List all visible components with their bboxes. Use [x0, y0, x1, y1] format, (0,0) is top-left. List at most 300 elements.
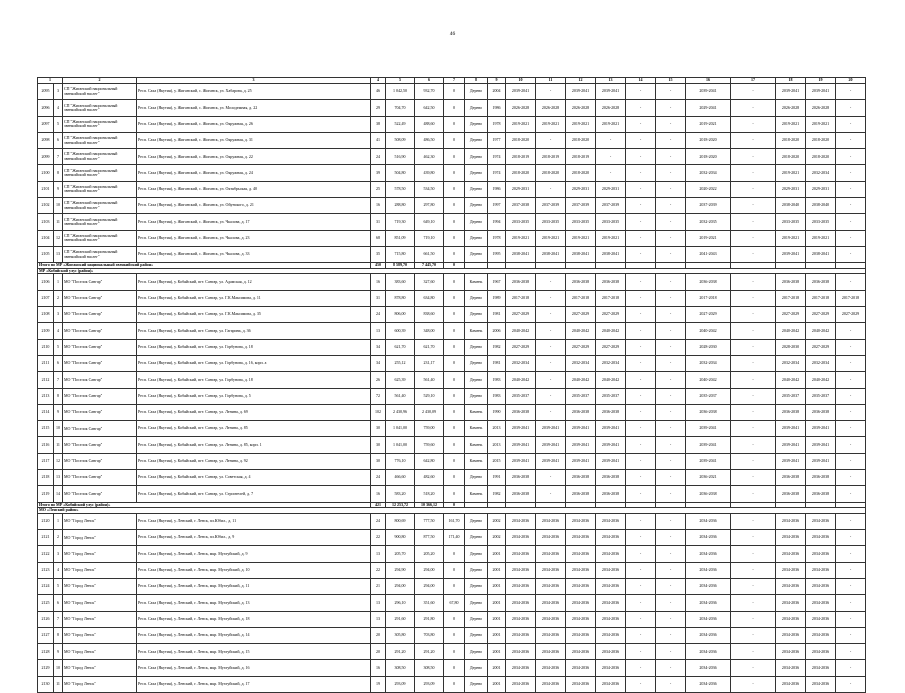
- column-number: 17: [731, 78, 776, 84]
- table-cell: 294,00: [415, 562, 444, 578]
- table-cell: 2038-2041: [506, 246, 536, 262]
- table-cell: 2034-2036: [596, 627, 626, 643]
- table-cell: СП "Жиганский национальный эвенкийский наслег": [63, 100, 137, 116]
- table-cell: 900,80: [386, 530, 415, 546]
- table-cell: 0: [444, 246, 465, 262]
- table-cell: 2032-2034: [806, 355, 836, 371]
- table-cell: -: [626, 214, 656, 230]
- table-cell: -: [731, 546, 776, 562]
- table-cell: 704,70: [386, 100, 415, 116]
- table-cell: -: [626, 198, 656, 214]
- table-cell: 2034-2036: [806, 644, 836, 660]
- table-cell: 2034-2036: [536, 595, 566, 611]
- table-cell: Камень: [465, 486, 488, 502]
- table-cell: 2040-2042: [506, 372, 536, 388]
- table-cell: 2034-2036: [506, 595, 536, 611]
- table-cell: 2100: [38, 165, 54, 181]
- table-cell: 22: [371, 530, 386, 546]
- table-cell: 2020-2022: [686, 181, 731, 197]
- table-cell: 2017-2018: [566, 290, 596, 306]
- table-cell: 2039-2041: [536, 437, 566, 453]
- table-cell: Дерево: [465, 132, 488, 148]
- table-cell: 2039-2041: [536, 421, 566, 437]
- table-cell: 661,50: [415, 246, 444, 262]
- table-cell: 291,60: [386, 611, 415, 627]
- table-cell: 2036-2038: [506, 404, 536, 420]
- table-cell: 2034-2036: [536, 644, 566, 660]
- total-cell: 8 589,70: [386, 263, 415, 269]
- table-cell: 291,20: [415, 644, 444, 660]
- table-cell: 2039-2041: [686, 453, 731, 469]
- table-cell: -: [836, 149, 866, 165]
- table-cell: -: [836, 84, 866, 100]
- table-cell: 2001: [488, 562, 506, 578]
- table-cell: 2032-2034: [506, 355, 536, 371]
- table-cell: МО "Город Ленск": [63, 644, 137, 660]
- table-cell: 293,09: [415, 676, 444, 692]
- table-cell: 24: [371, 307, 386, 323]
- table-cell: 2019-2021: [776, 116, 806, 132]
- table-cell: 10: [54, 660, 63, 676]
- table-cell: -: [626, 100, 656, 116]
- column-number: 5: [386, 78, 415, 84]
- table-cell: Дерево: [465, 611, 488, 627]
- table-cell: СП "Жиганский национальный эвенкийский наслег": [63, 198, 137, 214]
- table-row: [38, 486, 866, 502]
- table-cell: 2039-2041: [686, 437, 731, 453]
- table-cell: 2097: [38, 116, 54, 132]
- table-cell: 11: [54, 437, 63, 453]
- table-cell: -: [836, 339, 866, 355]
- table-cell: 10: [54, 421, 63, 437]
- table-cell: 2034-2036: [686, 644, 731, 660]
- table-cell: 2034-2036: [776, 627, 806, 643]
- table-cell: 1982: [488, 339, 506, 355]
- table-cell: 2104: [38, 230, 54, 246]
- table-cell: -: [626, 453, 656, 469]
- table-cell: Дерево: [465, 198, 488, 214]
- table-cell: 2130: [38, 676, 54, 692]
- table-cell: 2018-2019: [506, 149, 536, 165]
- section-heading: МО «Ленский район»: [38, 508, 866, 514]
- table-cell: 877,50: [415, 530, 444, 546]
- table-cell: 2034-2036: [596, 611, 626, 627]
- table-cell: -: [626, 546, 656, 562]
- table-row: [38, 676, 866, 692]
- total-cell: 0: [444, 502, 465, 508]
- table-cell: 2040-2042: [686, 372, 731, 388]
- table-cell: 3: [54, 546, 63, 562]
- table-cell: 19: [371, 676, 386, 692]
- table-cell: 2033-2035: [596, 214, 626, 230]
- table-cell: 2036-2038: [806, 404, 836, 420]
- table-cell: Респ. Саха (Якутия), у. Кобяйский, пгт. Сангар, ул. Ленина, д. 85: [137, 421, 371, 437]
- table-cell: 2018-2019: [536, 149, 566, 165]
- table-cell: 25: [371, 181, 386, 197]
- table-cell: СП "Жиганский национальный эвенкийский наслег": [63, 149, 137, 165]
- table-cell: -: [536, 486, 566, 502]
- table-cell: СП "Жиганский национальный эвенкийский наслег": [63, 181, 137, 197]
- table-cell: -: [626, 116, 656, 132]
- table-cell: Респ. Саха (Якутия), у. Жиганский, с. Жиганск, ул. Чкалова, д. 33: [137, 246, 371, 262]
- table-cell: -: [656, 470, 686, 486]
- table-cell: 2002: [488, 530, 506, 546]
- table-cell: 9: [54, 404, 63, 420]
- table-cell: Дерево: [465, 100, 488, 116]
- table-cell: 2034-2036: [776, 644, 806, 660]
- table-cell: 2038-2041: [806, 246, 836, 262]
- table-cell: 508,09: [386, 132, 415, 148]
- table-cell: -: [656, 546, 686, 562]
- table-cell: 2034-2036: [806, 627, 836, 643]
- table-cell: 642,80: [415, 453, 444, 469]
- table-cell: 8: [54, 388, 63, 404]
- table-cell: Респ. Саха (Якутия), у. Кобяйский, пгт. Сангар, ул. Г.К.Максимова, д. 11: [137, 290, 371, 306]
- table-cell: 2018-2020: [566, 165, 596, 181]
- table-cell: 2026-2028: [506, 100, 536, 116]
- table-cell: 482,60: [415, 470, 444, 486]
- table-cell: 2037-2038: [506, 198, 536, 214]
- table-cell: Дерево: [465, 84, 488, 100]
- table-cell: Респ. Саха (Якутия), у. Жиганский, с. Жиганск, ул. Окружная, д. 26: [137, 116, 371, 132]
- table-cell: -: [836, 323, 866, 339]
- table-cell: 39: [371, 165, 386, 181]
- table-cell: 8: [54, 627, 63, 643]
- table-cell: 38: [371, 116, 386, 132]
- table-cell: 2098: [38, 132, 54, 148]
- table-cell: -: [536, 470, 566, 486]
- table-cell: -: [626, 323, 656, 339]
- table-cell: -: [656, 290, 686, 306]
- table-cell: 2129: [38, 660, 54, 676]
- column-number: 9: [488, 78, 506, 84]
- table-cell: 0: [444, 644, 465, 660]
- table-cell: 2026-2028: [596, 100, 626, 116]
- table-cell: 2034-2036: [596, 644, 626, 660]
- table-cell: 6: [54, 595, 63, 611]
- table-cell: 2: [54, 530, 63, 546]
- table-cell: 294,90: [386, 562, 415, 578]
- table-cell: Дерево: [465, 149, 488, 165]
- table-cell: -: [836, 562, 866, 578]
- table-cell: 255,12: [386, 355, 415, 371]
- table-cell: 288,80: [386, 198, 415, 214]
- table-cell: 2019-2021: [806, 230, 836, 246]
- table-row: [38, 323, 866, 339]
- table-cell: 1983: [488, 372, 506, 388]
- table-cell: 2111: [38, 355, 54, 371]
- table-cell: 2121: [38, 530, 54, 546]
- table-cell: 2036-2021: [686, 470, 731, 486]
- table-cell: -: [656, 165, 686, 181]
- table-cell: 0: [444, 486, 465, 502]
- table-cell: -: [536, 388, 566, 404]
- table-cell: Дерево: [465, 595, 488, 611]
- table-cell: 2095: [38, 84, 54, 100]
- table-cell: 2034-2036: [806, 513, 836, 529]
- table-cell: -: [731, 116, 776, 132]
- table-cell: 466,60: [386, 470, 415, 486]
- table-cell: -: [836, 181, 866, 197]
- table-cell: Респ. Саха (Якутия), у. Жиганский, с. Жиганск, ул. Окружная, д. 22: [137, 149, 371, 165]
- table-cell: МО "Поселок Сангар": [63, 453, 137, 469]
- table-cell: 34: [371, 339, 386, 355]
- table-cell: 2034-2036: [776, 660, 806, 676]
- table-cell: 2035-2037: [686, 388, 731, 404]
- table-cell: 2017-2018: [776, 290, 806, 306]
- table-cell: 806,00: [386, 307, 415, 323]
- table-cell: МО "Поселок Сангар": [63, 274, 137, 290]
- table-cell: -: [731, 132, 776, 148]
- table-cell: 2019-2021: [566, 230, 596, 246]
- table-cell: 2004: [488, 84, 506, 100]
- table-cell: -: [836, 388, 866, 404]
- table-cell: 2018-2020: [536, 165, 566, 181]
- table-row: [38, 644, 866, 660]
- table-cell: 2036-2038: [566, 486, 596, 502]
- table-cell: Дерево: [465, 546, 488, 562]
- table-cell: 2001: [488, 660, 506, 676]
- table-cell: 2106: [38, 274, 54, 290]
- table-cell: -: [656, 230, 686, 246]
- table-cell: 578,50: [386, 181, 415, 197]
- table-cell: -: [656, 355, 686, 371]
- table-row: [38, 578, 866, 594]
- table-cell: 2034-2036: [686, 546, 731, 562]
- table-cell: 2027-2029: [836, 307, 866, 323]
- table-cell: 0: [444, 230, 465, 246]
- table-cell: 2034-2036: [566, 513, 596, 529]
- table-cell: -: [656, 100, 686, 116]
- table-cell: 12: [54, 453, 63, 469]
- table-cell: 2128: [38, 644, 54, 660]
- table-cell: -: [656, 437, 686, 453]
- table-cell: Респ. Саха (Якутия), у. Жиганский, с. Жиганск, ул. Чкалова, д. 23: [137, 230, 371, 246]
- table-cell: 2034-2036: [596, 546, 626, 562]
- table-cell: 31: [371, 290, 386, 306]
- table-cell: Респ. Саха (Якутия), у. Кобяйский, пгт. Сангар, ул. Горбунова, д. 18: [137, 339, 371, 355]
- table-cell: 2013: [488, 421, 506, 437]
- column-number: 1: [38, 78, 63, 84]
- table-cell: -: [626, 676, 656, 692]
- table-cell: -: [731, 676, 776, 692]
- table-cell: 5: [54, 578, 63, 594]
- table-cell: 41: [371, 132, 386, 148]
- table-cell: -: [536, 84, 566, 100]
- table-cell: 2034-2036: [536, 513, 566, 529]
- table-cell: 2036-2038: [776, 274, 806, 290]
- table-cell: -: [536, 274, 566, 290]
- table-cell: 878,80: [386, 290, 415, 306]
- table-cell: -: [626, 274, 656, 290]
- table-cell: 6: [54, 132, 63, 148]
- table-cell: 2035-2037: [596, 388, 626, 404]
- table-cell: 2029-2031: [776, 181, 806, 197]
- table-cell: 14: [54, 486, 63, 502]
- table-cell: 715,80: [386, 246, 415, 262]
- table-cell: 30: [371, 437, 386, 453]
- table-cell: 2039-2041: [596, 421, 626, 437]
- table-cell: -: [836, 470, 866, 486]
- table-cell: СП "Жиганский национальный эвенкийский наслег": [63, 116, 137, 132]
- table-cell: 2034-2036: [506, 546, 536, 562]
- table-cell: 2019-2021: [776, 165, 806, 181]
- table-cell: МО "Поселок Сангар": [63, 323, 137, 339]
- table-cell: -: [656, 214, 686, 230]
- table-cell: -: [536, 323, 566, 339]
- table-row: [38, 437, 866, 453]
- table-cell: 2040-2042: [686, 323, 731, 339]
- table-cell: -: [731, 388, 776, 404]
- table-cell: 2032-2035: [686, 214, 731, 230]
- table-cell: 2027-2029: [566, 307, 596, 323]
- table-cell: 24: [371, 470, 386, 486]
- table-cell: СП "Жиганский национальный эвенкийский наслег": [63, 246, 137, 262]
- table-cell: 2027-2029: [806, 307, 836, 323]
- table-cell: -: [626, 627, 656, 643]
- table-cell: Респ. Саха (Якутия), у. Кобяйский, пгт. Сангар, ул. Строителей, д. 7: [137, 486, 371, 502]
- table-cell: 2032-2034: [686, 165, 731, 181]
- table-cell: -: [536, 355, 566, 371]
- table-cell: 2036-2038: [566, 470, 596, 486]
- table-cell: -: [656, 421, 686, 437]
- table-cell: Дерево: [465, 676, 488, 692]
- table-cell: СП "Жиганский национальный эвенкийский наслег": [63, 165, 137, 181]
- table-cell: 2034-2036: [776, 513, 806, 529]
- table-row: [38, 388, 866, 404]
- table-cell: 21: [371, 578, 386, 594]
- table-cell: 2039-2041: [686, 84, 731, 100]
- table-cell: -: [596, 132, 626, 148]
- table-cell: -: [656, 611, 686, 627]
- table-cell: Респ. Саха (Якутия), у. Жиганский, с. Жиганск, ул. Молодежная, д. 22: [137, 100, 371, 116]
- table-cell: Респ. Саха (Якутия), у. Кобяйский, пгт. Сангар, ул. Адамская, д. 12: [137, 274, 371, 290]
- table-cell: Дерево: [465, 562, 488, 578]
- table-cell: 800,69: [386, 513, 415, 529]
- table-cell: -: [836, 165, 866, 181]
- table-cell: 2034-2036: [536, 530, 566, 546]
- table-cell: -: [731, 453, 776, 469]
- table-cell: 759,60: [415, 437, 444, 453]
- table-cell: -: [626, 372, 656, 388]
- table-cell: 486,50: [415, 132, 444, 148]
- table-cell: 2108: [38, 307, 54, 323]
- table-cell: 10: [54, 198, 63, 214]
- table-cell: 30: [371, 421, 386, 437]
- table-cell: 0: [444, 388, 465, 404]
- table-cell: 2040-2042: [596, 372, 626, 388]
- table-cell: 1995: [488, 246, 506, 262]
- table-cell: 2037-2039: [596, 198, 626, 214]
- table-cell: Дерево: [465, 470, 488, 486]
- table-cell: 5: [54, 116, 63, 132]
- table-cell: -: [836, 214, 866, 230]
- table-cell: 516,90: [386, 149, 415, 165]
- table-cell: 293,09: [386, 676, 415, 692]
- table-cell: 2034-2036: [776, 611, 806, 627]
- table-row: [38, 274, 866, 290]
- table-cell: 2034-2036: [566, 627, 596, 643]
- table-cell: 2126: [38, 611, 54, 627]
- table-cell: 2017-2018: [806, 290, 836, 306]
- table-cell: 838,60: [415, 307, 444, 323]
- table-cell: 2035-2037: [506, 388, 536, 404]
- table-cell: 1 042,50: [386, 84, 415, 100]
- page-number: 46: [449, 31, 456, 37]
- table-cell: 2039-2041: [806, 421, 836, 437]
- section-heading: МР «Кобяйский улус (район)»: [38, 268, 866, 274]
- table-row: [38, 290, 866, 306]
- table-cell: -: [656, 198, 686, 214]
- table-cell: Дерево: [465, 660, 488, 676]
- table-cell: -: [626, 513, 656, 529]
- table-cell: 518,20: [415, 486, 444, 502]
- table-cell: 2039-2041: [506, 84, 536, 100]
- table-row: [38, 470, 866, 486]
- table-cell: МО "Город Ленск": [63, 611, 137, 627]
- table-cell: 2036-2038: [776, 404, 806, 420]
- table-cell: 2018-2020: [686, 132, 731, 148]
- total-label: Итого по МР «Кобяйский улус (район)»: [38, 502, 371, 508]
- table-cell: 2038-2041: [566, 246, 596, 262]
- table-cell: 2001: [488, 611, 506, 627]
- table-cell: 16: [371, 660, 386, 676]
- table-cell: -: [731, 437, 776, 453]
- table-cell: 2018-2020: [506, 132, 536, 148]
- table-cell: Дерево: [465, 214, 488, 230]
- table-cell: Респ. Саха (Якутия), у. Ленский, г. Ленск, мкр. Мухтуйский, д. 13: [137, 595, 371, 611]
- table-cell: Респ. Саха (Якутия), у. Жиганский, с. Жиганск, ул. Окружная, д. 31: [137, 132, 371, 148]
- table-cell: 31: [371, 214, 386, 230]
- table-cell: Респ. Саха (Якутия), у. Кобяйский, пгт. Сангар, ул. Горбунова, д. 5: [137, 388, 371, 404]
- table-cell: МО "Город Ленск": [63, 595, 137, 611]
- table-row: [38, 307, 866, 323]
- table-cell: 0: [444, 165, 465, 181]
- table-cell: 2018-2020: [506, 165, 536, 181]
- table-row: [38, 404, 866, 420]
- table-cell: 2033-2035: [776, 214, 806, 230]
- table-cell: -: [731, 214, 776, 230]
- table-cell: 7: [54, 149, 63, 165]
- table-cell: 2026-2028: [566, 100, 596, 116]
- table-cell: Респ. Саха (Якутия), у. Кобяйский, пгт. Сангар, ул. Ленина, д. 92: [137, 453, 371, 469]
- table-cell: 2105: [38, 246, 54, 262]
- table-cell: -: [626, 290, 656, 306]
- table-cell: 2039-2041: [596, 84, 626, 100]
- table-cell: 2034-2036: [506, 513, 536, 529]
- table-cell: 2039-2041: [566, 84, 596, 100]
- table-cell: 2040-2042: [566, 323, 596, 339]
- table-cell: -: [626, 388, 656, 404]
- table-cell: 1986: [488, 181, 506, 197]
- table-cell: 9: [54, 644, 63, 660]
- table-cell: МО "Город Ленск": [63, 578, 137, 594]
- table-cell: 2041-2043: [686, 246, 731, 262]
- table-cell: 2034-2036: [806, 611, 836, 627]
- table-cell: 1981: [488, 355, 506, 371]
- table-cell: 2019-2021: [596, 230, 626, 246]
- table-cell: 2036-2038: [806, 274, 836, 290]
- table-cell: 2017-2018: [836, 290, 866, 306]
- table-cell: -: [626, 611, 656, 627]
- column-number: 6: [415, 78, 444, 84]
- table-cell: 20: [371, 644, 386, 660]
- table-cell: Камень: [465, 437, 488, 453]
- table-cell: -: [731, 274, 776, 290]
- table-cell: 2028-2030: [776, 339, 806, 355]
- table-cell: Дерево: [465, 116, 488, 132]
- table-cell: -: [731, 595, 776, 611]
